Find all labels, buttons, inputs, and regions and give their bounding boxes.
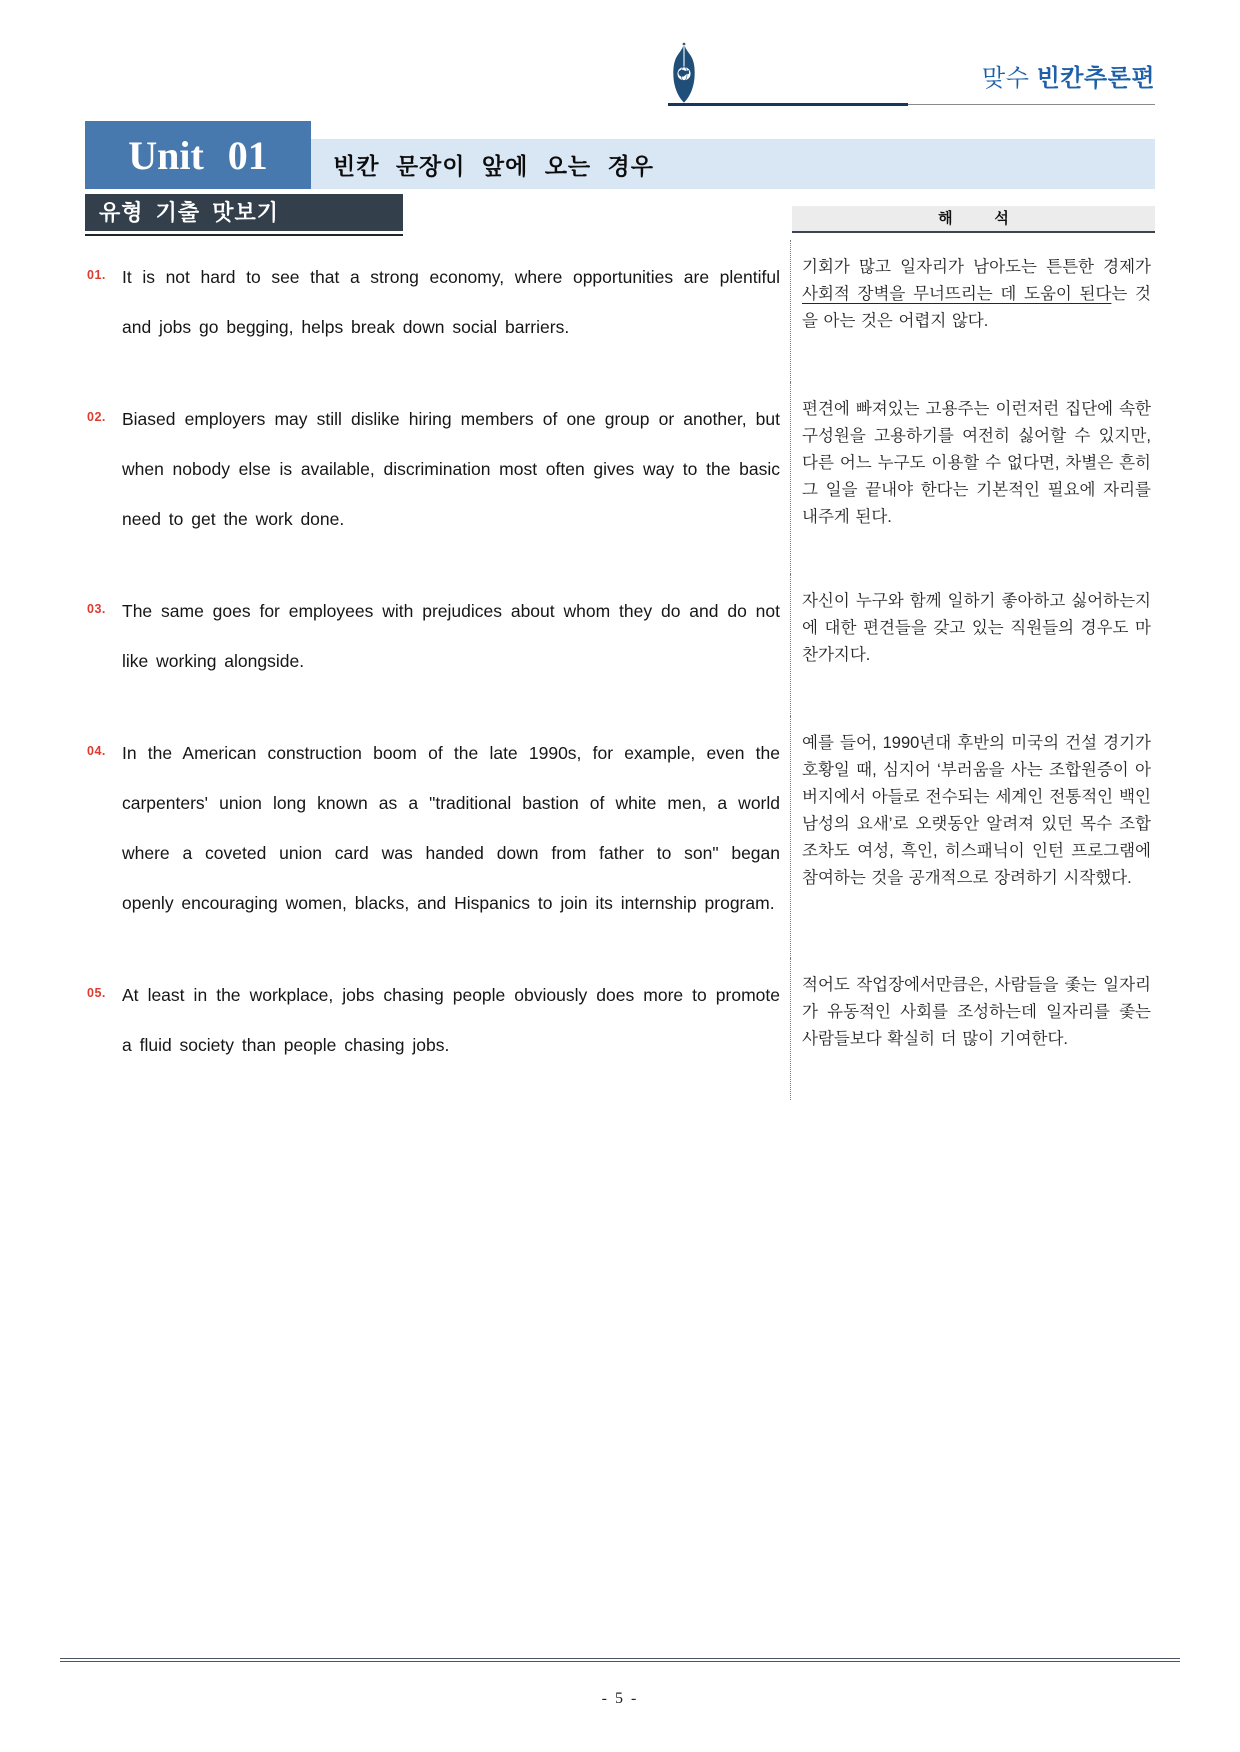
english-cell: [85, 958, 790, 1100]
pen-nib-globe-logo-icon: [670, 42, 698, 104]
item-number: 02.: [87, 410, 106, 424]
item-number: 01.: [87, 268, 106, 282]
exercise-row: [85, 716, 1155, 958]
brand-rule-blue-segment: [668, 103, 908, 106]
unit-banner: [85, 121, 1155, 189]
footer-rule: [60, 1658, 1180, 1662]
english-cell: [85, 382, 790, 574]
english-cell: [85, 716, 790, 958]
item-number: 05.: [87, 986, 106, 1000]
korean-text-segment: 자신이 누구와 함께 일하기 좋아하고 싫어하는지에 대한 편견들을 갖고 있는 직원들의 경우도 마찬가지다.: [802, 592, 1151, 664]
unit-subtitle: 빈칸 문장이 앞에 오는 경우: [311, 139, 1155, 189]
english-sentence: The same goes for employees with prejudices about whom they do and do not like working alongside.: [122, 601, 780, 671]
exercise-row: [85, 240, 1155, 382]
english-sentence: In the American construction boom of the late 1990s, for example, even the carpenters' union long known as a "traditional bastion of white men, a world where a coveted union card was handed down from father to son" began openly encouraging women, blacks, and Hispanics to join its internship program.: [122, 743, 780, 913]
english-sentence: Biased employers may still dislike hiring members of one group or another, but when nobody else is available, discrimination most often gives way to the basic need to get the work done.: [122, 409, 780, 529]
korean-translation: [790, 716, 1155, 958]
page-number: - 5 -: [601, 1690, 639, 1707]
korean-text-segment: 편견에 빠져있는 고용주는 이런저런 집단에 속한 구성원을 고용하기를 여전히 싫어할 수 있지만, 다른 어느 누구도 이용할 수 없다면, 차별은 흔히 그 일을 끝내야 한다는 기본적인 필요에 자리를 내주게 된다.: [802, 400, 1151, 526]
korean-translation: [790, 382, 1155, 574]
korean-translation: [790, 240, 1155, 382]
brand-rule-gray-segment: [908, 104, 1155, 105]
interpretation-column-header: 해 석: [792, 206, 1155, 233]
brand-title: [982, 58, 1155, 93]
section-title: 유형 기출 맛보기: [85, 194, 403, 231]
english-sentence: At least in the workplace, jobs chasing people obviously does more to promote a fluid society than people chasing jobs.: [122, 985, 780, 1055]
item-number: 04.: [87, 744, 106, 758]
brand-rule: [668, 103, 1155, 106]
english-cell: [85, 240, 790, 382]
korean-text-segment: 기회가 많고 일자리가 남아도는 튼튼한 경제가: [802, 258, 1151, 276]
item-number: 03.: [87, 602, 106, 616]
korean-translation: [790, 958, 1155, 1100]
exercise-row: [85, 574, 1155, 716]
korean-underlined-segment: 사회적 장벽을 무너뜨리는 데 도움이 된다: [802, 285, 1112, 303]
section-title-wrap: [85, 194, 403, 236]
korean-text-segment: 예를 들어, 1990년대 후반의 미국의 건설 경기가 호황일 때, 심지어 ‘부러움을 사는 조합원증이 아버지에서 아들로 전수되는 세계인 전통적인 백인 남성의 요새’로 오랫동안 알려져 있던 목수 조합조차도 여성, 흑인, 히스패닉이 인턴 프로그램에 참여하는 것을 공개적으로 장려하기 시작했다.: [802, 734, 1151, 887]
brand-title-bold: 빈칸추론편: [1036, 65, 1155, 92]
english-sentence: It is not hard to see that a strong economy, where opportunities are plentiful and jobs go begging, helps break down social barriers.: [122, 267, 780, 337]
exercise-row: [85, 958, 1155, 1100]
korean-translation: [790, 574, 1155, 716]
brand-title-light: 맞수: [982, 65, 1037, 92]
exercise-table: [85, 240, 1155, 1100]
korean-text-segment: 는 것을 아는 것은 어렵지 않다.: [802, 285, 1151, 330]
korean-text-segment: 적어도 작업장에서만큼은, 사람들을 좇는 일자리가 유동적인 사회를 조성하는데 일자리를 좇는 사람들보다 확실히 더 많이 기여한다.: [802, 976, 1151, 1048]
exercise-row: [85, 382, 1155, 574]
english-cell: [85, 574, 790, 716]
unit-label: Unit 01: [85, 121, 311, 189]
